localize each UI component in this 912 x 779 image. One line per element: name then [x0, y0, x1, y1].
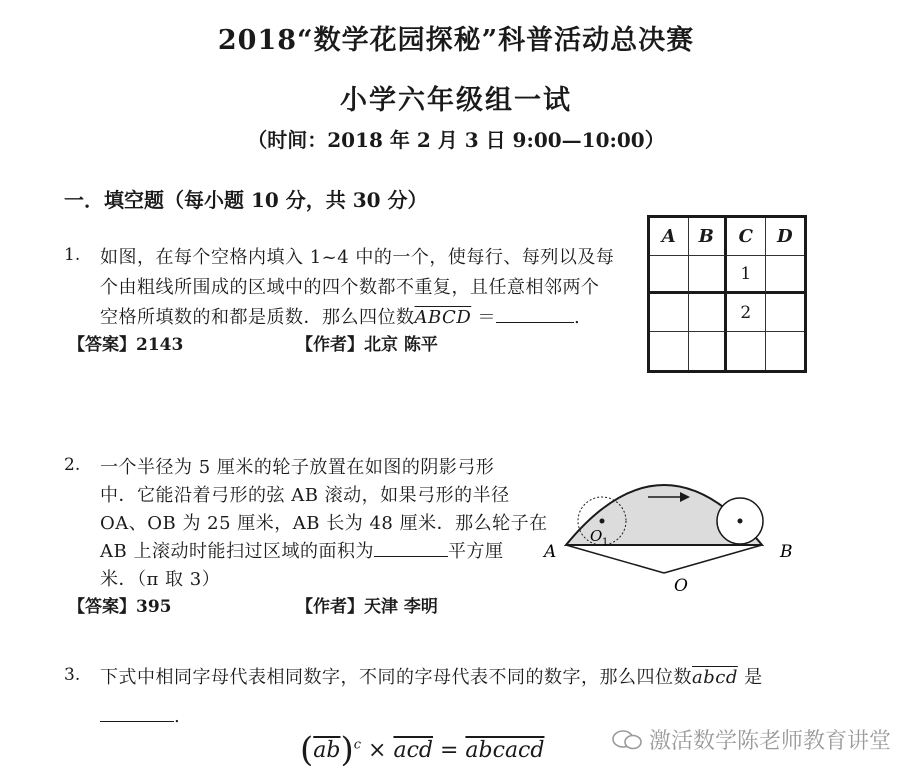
q3-line2	[100, 705, 180, 727]
q3-line2-end: .	[174, 706, 181, 727]
q2-answer-blank[interactable]	[374, 540, 448, 557]
watermark	[612, 724, 891, 755]
exam-time: （时间：2018 年 2 月 3 日 9:00—10:00）	[247, 128, 665, 152]
exam-title: 2018“数学花园探秘”科普活动总决赛	[217, 25, 695, 56]
grid-cell	[650, 256, 689, 294]
q2-line5: 米．（π 取 3）	[100, 569, 221, 590]
q1-line3-end: .	[574, 307, 581, 328]
q1-sudoku-grid	[647, 215, 807, 373]
watermark-text: 激活数学陈老师教育讲堂	[649, 729, 892, 754]
label-o1: O	[590, 527, 603, 545]
q1-line1: 如图，在每个空格内填入 1~4 中的一个，使每行、每列以及每	[100, 247, 615, 268]
formula-equals: =	[439, 738, 459, 763]
grid-cell	[689, 332, 728, 370]
label-a: A	[544, 542, 557, 562]
q1-number: 1.	[64, 245, 81, 265]
q2-line4	[100, 537, 503, 563]
grid-cell: 1	[727, 256, 766, 294]
grid-cell	[766, 332, 805, 370]
grid-header-a: A	[650, 218, 689, 256]
q3-answer-blank[interactable]	[100, 705, 174, 722]
q1-line2: 个由粗线所围成的区域中的四个数都不重复，且任意相邻两个	[100, 277, 600, 298]
center-o1-dot	[600, 519, 605, 524]
q1-author: 【作者】北京 陈平	[296, 335, 438, 355]
q3-line1-pre: 下式中相同字母代表相同数字，不同的字母代表不同的数字，那么四位数	[100, 667, 692, 688]
q1-line3-pre: 空格所填数的和都是质数．那么四位数	[100, 307, 415, 328]
grid-cell	[766, 256, 805, 294]
grid-header-b: B	[689, 218, 728, 256]
q2-line1: 一个半径为 5 厘米的轮子放置在如图的阴影弓形	[100, 457, 495, 478]
q1-answer: 【答案】2143	[68, 335, 184, 355]
q3-number: 3.	[64, 665, 81, 685]
formula-exponent: c	[353, 737, 362, 753]
q1-answer-blank[interactable]	[496, 306, 574, 323]
q3-line1-post: 是	[737, 667, 763, 688]
exam-subtitle: 小学六年级组一试	[340, 85, 572, 116]
q2-line4-pre: AB 上滚动时能扫过区域的面积为	[100, 541, 374, 562]
radius-oa	[566, 545, 664, 573]
radius-ob	[664, 545, 762, 573]
formula-close-paren: )	[340, 730, 354, 770]
chat-bubble-icon	[612, 729, 642, 751]
formula-result: abcacd	[465, 738, 545, 763]
q1-line3	[100, 303, 580, 329]
section-heading: 一．填空题（每小题 10 分，共 30 分）	[64, 188, 428, 212]
label-o: O	[674, 576, 688, 595]
grid-header-d: D	[766, 218, 805, 256]
q2-answer: 【答案】395	[68, 597, 172, 617]
grid-cell	[650, 294, 689, 332]
label-b: B	[780, 542, 793, 562]
q1-var-abcd: ABCD	[414, 307, 472, 328]
q2-author: 【作者】天津 李明	[296, 597, 438, 617]
q2-line2: 中．它能沿着弓形的弦 AB 滚动，如果弓形的半径	[100, 485, 510, 506]
formula-times: ×	[368, 738, 387, 763]
grid-header-c: C	[727, 218, 766, 256]
q2-number: 2.	[64, 455, 81, 475]
grid-cell	[766, 294, 805, 332]
q2-line3: OA、OB 为 25 厘米，AB 长为 48 厘米．那么轮子在	[100, 513, 548, 534]
label-o1-subscript: 1	[602, 537, 609, 548]
q2-segment-figure	[530, 455, 810, 595]
q1-line3-post: ＝	[471, 307, 496, 328]
grid-cell	[689, 256, 728, 294]
formula-base: $\overline{ab}$	[313, 738, 341, 763]
q2-line4-post: 平方厘	[447, 541, 504, 562]
q3-var-abcd: abcd	[692, 667, 738, 688]
formula-open-paren: (	[300, 730, 314, 770]
wheel-center-dot	[738, 519, 743, 524]
formula-factor: $\overline{acd}$	[393, 738, 433, 763]
grid-cell	[727, 332, 766, 370]
grid-cell	[650, 332, 689, 370]
grid-cell	[689, 294, 728, 332]
grid-cell: 2	[727, 294, 766, 332]
q3-line1	[100, 663, 763, 689]
q3-formula	[300, 730, 544, 770]
